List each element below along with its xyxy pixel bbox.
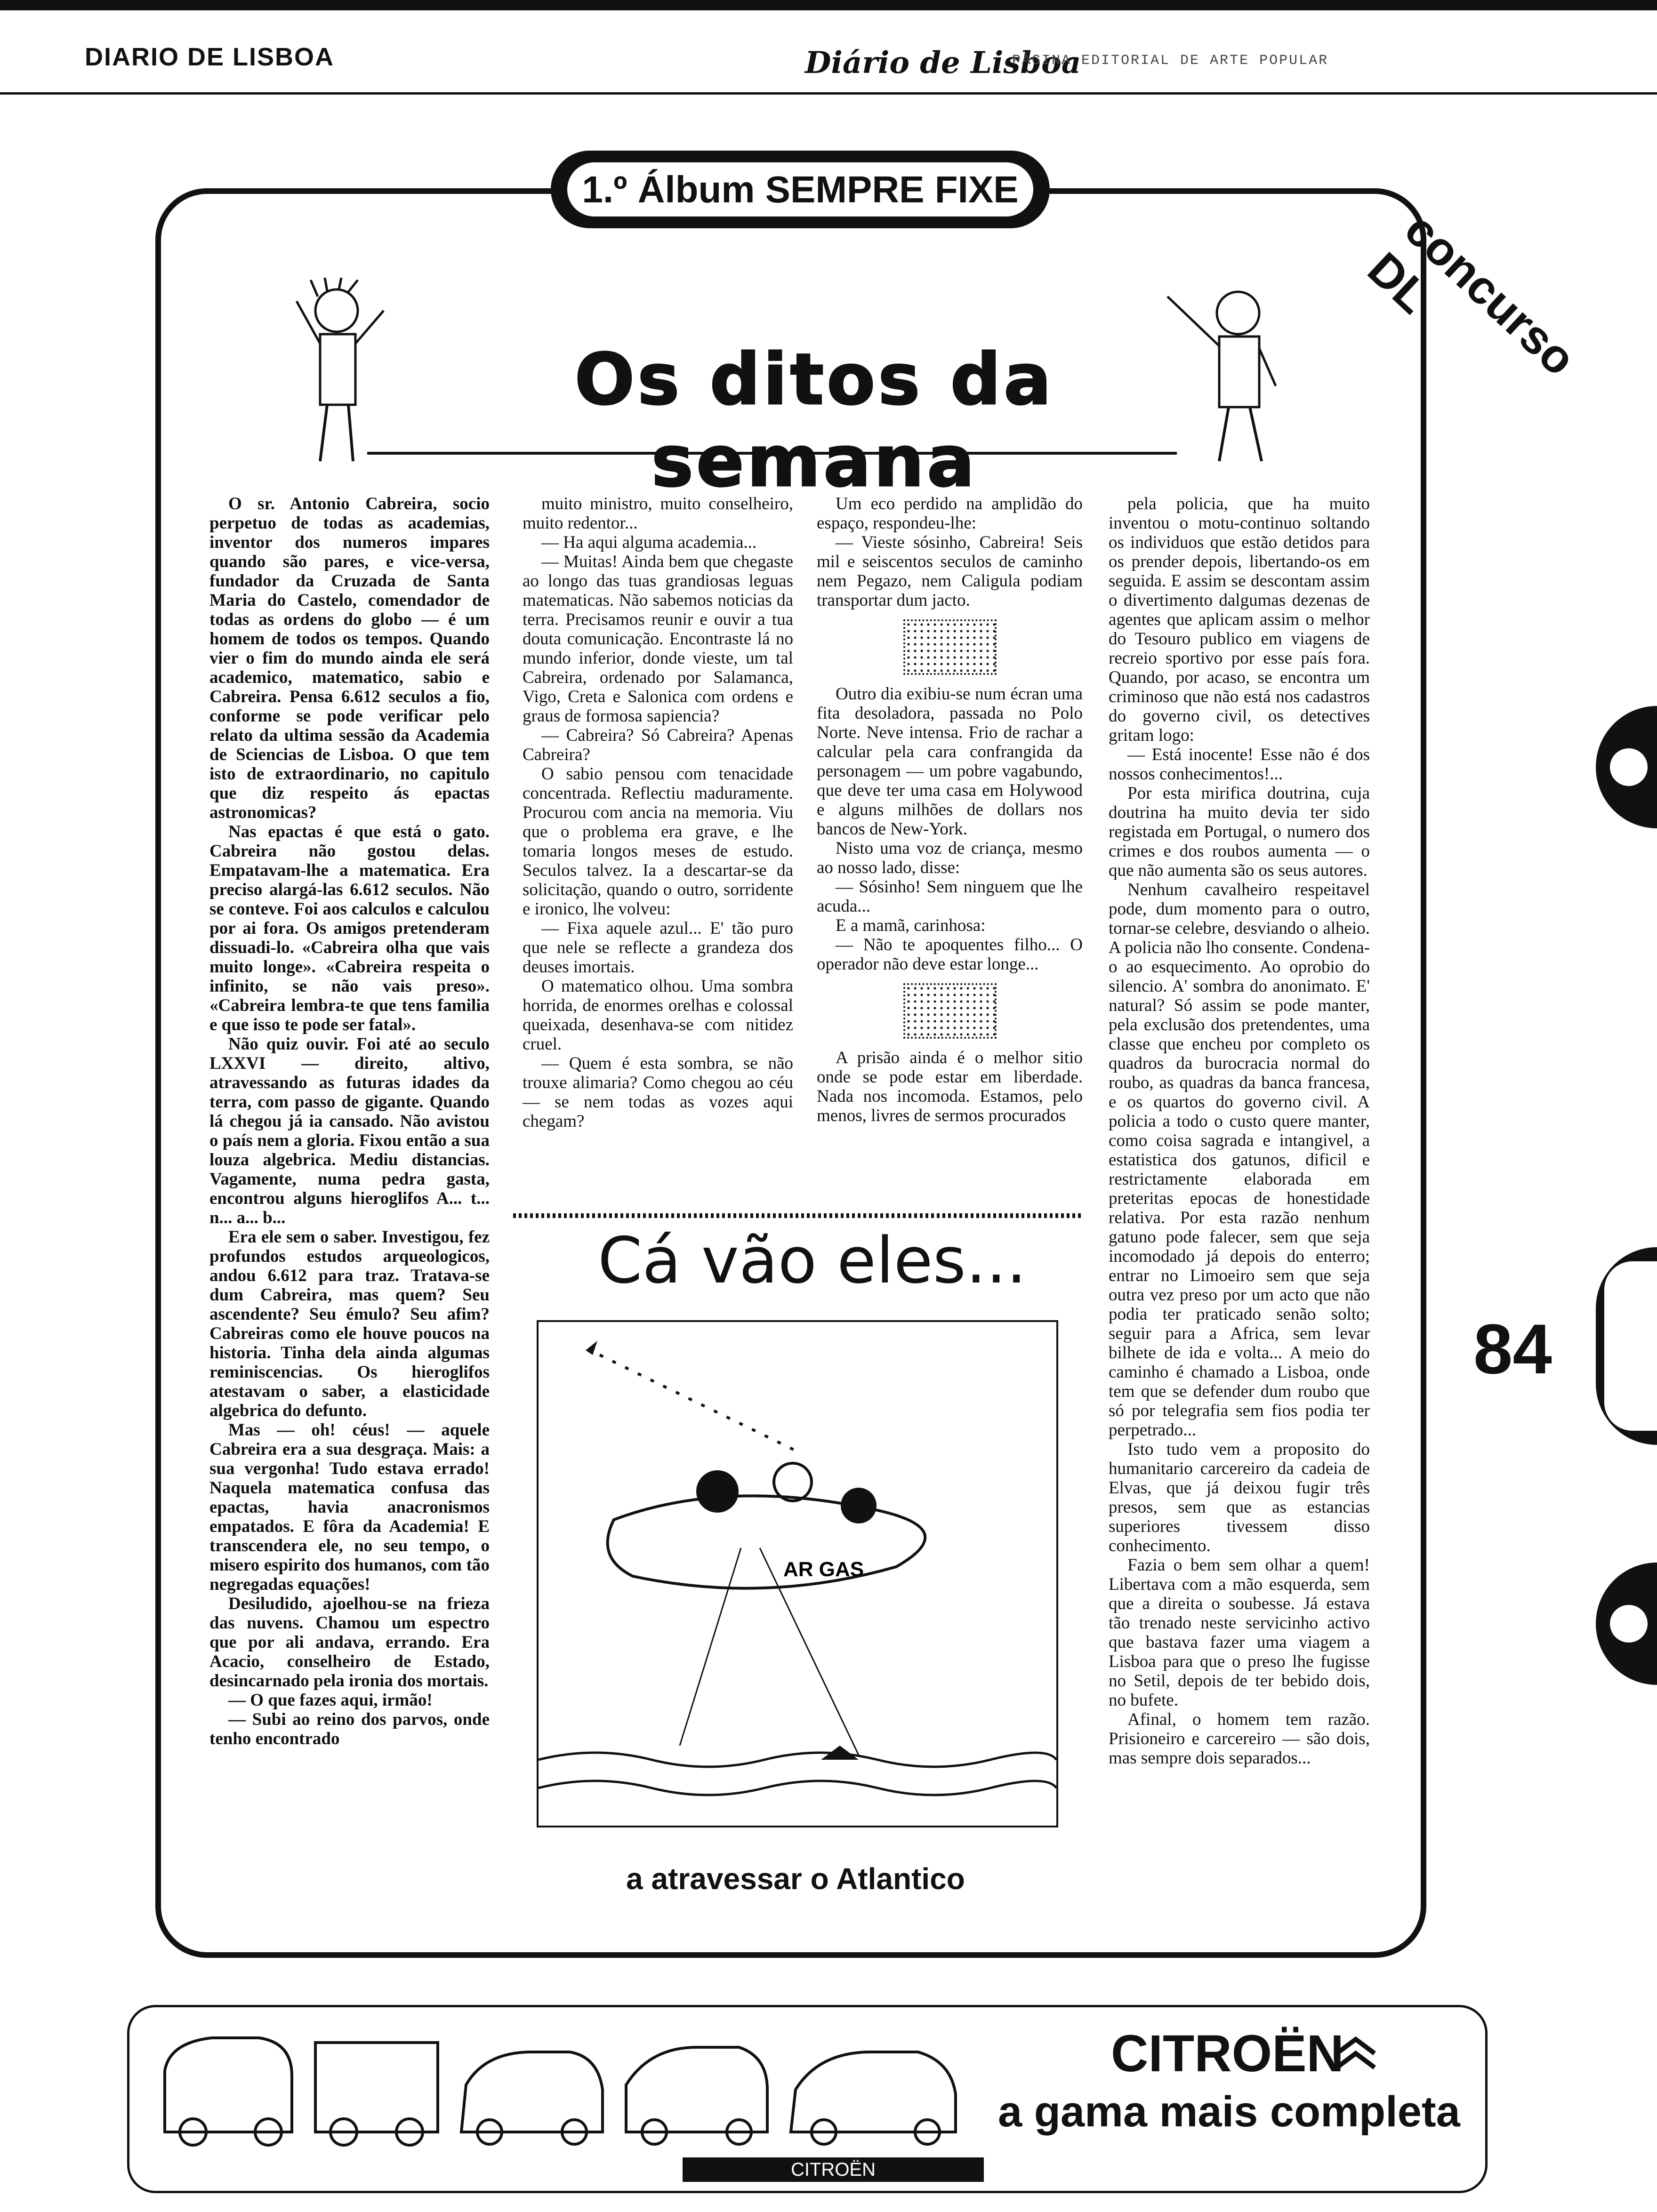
side-tab-1 bbox=[1596, 706, 1657, 828]
paragraph: Não quiz ouvir. Foi até ao seculo LXXVI — direito, altivo, atravessando as futuras idades da terra, com passo de gigante. Quando lá chegou já ia cansado. Não avistou o país nem a gloria. Fixou então a sua louza algebrica. Mediu distancias. Vagamente, numa pedra gasta, encontrou alguns hieroglifos A... t... n... a... b... bbox=[209, 1034, 490, 1227]
tab-hole-3 bbox=[1610, 1605, 1648, 1643]
side-tab-3 bbox=[1596, 1563, 1657, 1685]
plane-label: AR GAS bbox=[783, 1558, 864, 1581]
paragraph: — Está inocente! Esse não é dos nossos conhecimentos!... bbox=[1109, 745, 1370, 784]
header-left-title: DIARIO DE LISBOA bbox=[85, 43, 335, 71]
paragraph: Fazia o bem sem olhar a quem! Libertava com a mão esquerda, sem que a direita o soubesse. Já estava tão trenado neste servicinho activo que bastava fazer uma viagem a Lisboa para que o preso lhe fugisse no Setil, depois de ter bebido dois, no bufete. bbox=[1109, 1555, 1370, 1710]
star-icon bbox=[586, 1341, 597, 1355]
masthead: Diário de Lisboa bbox=[805, 45, 1081, 80]
article-column-3 bbox=[817, 494, 1083, 1125]
paragraph: Por esta mirifica doutrina, cuja doutrina ha muito devia ter sido registada em Portugal, o numero dos crimes e dos roubos aumenta — o que não aumenta são os seus autores. bbox=[1109, 784, 1370, 880]
page-number: 84 bbox=[1473, 1309, 1552, 1388]
paragraph: — O que fazes aqui, irmão! bbox=[228, 1691, 433, 1710]
paragraph: — Muitas! Ainda bem que chegaste ao longo das tuas grandiosas leguas matematicas. Não sabemos noticias da terra. Precisamos reunir e ouvir a tua douta comunicação. Encontraste lá no mundo inferior, donde vieste, um tal Cabreira, ordenado por Salamanca, Vigo, Creta e Salonica com ordens e graus de formosa sapiencia? bbox=[523, 552, 793, 726]
paragraph: — Ha aqui alguma academia... bbox=[541, 533, 757, 552]
pilot-figure bbox=[841, 1488, 877, 1523]
header-rule bbox=[0, 92, 1657, 95]
paragraph: muito ministro, muito conselheiro, muito redentor... bbox=[523, 494, 793, 533]
paragraph: pela policia, que ha muito inventou o motu-continuo soltando os individuos que estão detidos para os prender depois, libertando-os em seguida. E assim se descontam assim o divertimento dalgumas dezenas de agentes que aplicam assim o melhor do Tesouro publico em viagens de recreio sportivo por esse país fora. Quando, por acaso, se encontra um criminoso que não está nos cadastros do governo civil, os detectives gritam logo: bbox=[1109, 494, 1370, 745]
paragraph: Um eco perdido na amplidão do espaço, respondeu-lhe: bbox=[817, 494, 1083, 533]
paragraph: Mas — oh! céus! — aquele Cabreira era a sua desgraça. Mais: a sua vergonha! Tudo estava errado! Naquela matematica confusa das epactas, havia anacronismos empatados. E fôra da Academia! E transcendera ele, no seu tempo, o misero espirito dos humanos, com tão negregadas equações! bbox=[209, 1420, 490, 1594]
paragraph: Isto tudo vem a proposito do humanitario carcereiro da cadeia de Elvas, que já deixou fugir três presos, sem que as estancias superiores tivessem disso conhecimento. bbox=[1109, 1440, 1370, 1555]
cartoon-drawing bbox=[539, 1322, 1056, 1826]
paragraph: Afinal, o homem tem razão. Prisioneiro e carcereiro — são dois, mas sempre dois separados... bbox=[1109, 1710, 1370, 1768]
pilot-figure bbox=[774, 1463, 812, 1501]
paragraph: Outro dia exibiu-se num écran uma fita desoladora, passada no Polo Norte. Neve intensa. Frio de rachar a calcular pela cara confrangida da personagem — um pobre vagabundo, que deve ter uma casa em Holywood e alguns milhões de dollars nos bancos de New-York. bbox=[817, 684, 1083, 839]
car-icon bbox=[165, 2038, 292, 2132]
article-column-1 bbox=[209, 494, 490, 1748]
cartoon-title: Cá vão eles... bbox=[598, 1224, 1027, 1298]
ornament-divider bbox=[903, 619, 997, 675]
header-subtitle: PÁGINA EDITORIAL DE ARTE POPULAR bbox=[1012, 53, 1329, 69]
cartoon-illustration bbox=[537, 1320, 1058, 1827]
car-lineup-illustration bbox=[155, 2014, 1003, 2156]
airplane-icon bbox=[608, 1496, 925, 1588]
car-icon bbox=[626, 2047, 767, 2132]
paragraph: O matematico olhou. Uma sombra horrida, de enormes orelhas e colossal queixada, desenhava-se com nitidez cruel. bbox=[523, 977, 793, 1054]
paragraph: — Cabreira? Só Cabreira? Apenas Cabreira? bbox=[523, 726, 793, 764]
paragraph: O sabio pensou com tenacidade concentrada. Reflectiu maduramente. Procurou com ancia na memoria. Viu que o problema era grave, e lhe tomaria longos meses de estudo. Seculos talvez. Ia a descartar-se da solicitação, quando o outro, sorridente e ironico, lhe volveu: bbox=[523, 764, 793, 919]
paragraph: — Fixa aquele azul... E' tão puro que nele se reflecte a grandeza dos deuses imortais. bbox=[523, 919, 793, 977]
paragraph: Nenhum cavalheiro respeitavel pode, dum momento para o outro, tornar-se celebre, desviando o alheio. A policia não lho consente. Condena-o ao esquecimento. Ao oprobio do silencio. A' sombra do anonimato. E' natural? Só assim se pode manter, pela exclusão dos pretendentes, uma classe que encheu por completo os quadros da burocracia normal do roubo, as quadras da banca francesa, e os quartos do governo civil. A policia a todo o custo quere manter, como coisa sagrada e intangivel, a estatistica dos gatunos, dificil e restrictamente elaborada em preteritas epocas de honestidade relativa. Por esta razão nenhum gatuno pode falecer, sem que seja incomodado já depois do enterro; entrar no Limoeiro sem que seja outra vez preso por um acto que não podia ter praticado senão solto; seguir para a Africa, sem levar bilhete de ida e volta... A meio do caminho é chamado a Lisboa, onde tem que se defender dum roubo que só por telegrafia sem fios podia ter perpetrado... bbox=[1109, 880, 1370, 1440]
section-divider bbox=[513, 1213, 1083, 1218]
pilot-figure bbox=[696, 1470, 739, 1513]
car-icon bbox=[315, 2043, 438, 2132]
album-badge-label: 1.º Álbum SEMPRE FIXE bbox=[567, 162, 1033, 216]
tab-window bbox=[1604, 1261, 1657, 1431]
ad-footer: CITROËN bbox=[683, 2157, 984, 2182]
paragraph: — Sósinho! Sem ninguem que lhe acuda... bbox=[817, 877, 1083, 916]
article-column-4 bbox=[1109, 494, 1370, 1768]
paragraph: E a mamã, carinhosa: bbox=[836, 916, 986, 935]
paragraph: Era ele sem o saber. Investigou, fez profundos estudos arqueologicos, andou 6.612 para traz. Tratava-se dum Cabreira, mas quem? Seu ascendente? Seu émulo? Seu afim? Cabreiras como ele houve poucos na historia. Tinha dela ainda algumas reminiscencias. Os hieroglifos atestavam o saber, a elasticidade algebrica do defunto. bbox=[209, 1227, 490, 1420]
top-rule bbox=[0, 0, 1657, 10]
chevron-logo-icon bbox=[1335, 2032, 1377, 2070]
paragraph: — Não te apoquentes filho... O operador não deve estar longe... bbox=[817, 935, 1083, 974]
paragraph: O sr. Antonio Cabreira, socio perpetuo de todas as academias, inventor dos numeros impares quando são pares, e vice-versa, fundador da Cruzada de Santa Maria do Castelo, comendador de todas as ordens do globo — é um homem de todos os tempos. Quando vier o fim do mundo ainda ele será academico, matematico, sabio e Cabreira. Pensa 6.612 seculos a fio, conforme se pode verificar pelo relato da ultima sessão da Academia de Sciencias de Lisboa. O que tem isto de extraordinario, no capitulo que diz respeito ás epactas astronomicas? bbox=[209, 494, 490, 822]
article-column-2 bbox=[523, 494, 793, 1131]
paragraph: — Subi ao reino dos parvos, onde tenho encontrado bbox=[209, 1710, 490, 1748]
tab-hole-1 bbox=[1610, 748, 1648, 786]
car-icon bbox=[461, 2052, 603, 2132]
headline: Os ditos da semana bbox=[574, 339, 1054, 503]
ad-brand: CITROËN bbox=[1111, 2025, 1344, 2083]
paragraph: Desiludido, ajoelhou-se na frieza das nuvens. Chamou um espectro que por ali andava, errando. Era Acacio, conselheiro de Estado, desincarnado pela ironia dos mortais. bbox=[209, 1594, 490, 1691]
side-tab-2 bbox=[1596, 1247, 1657, 1445]
paragraph: Nisto uma voz de criança, mesmo ao nosso lado, disse: bbox=[817, 839, 1083, 877]
paragraph: A prisão ainda é o melhor sitio onde se pode estar em liberdade. Nada nos incomoda. Estamos, pelo menos, livres de sermos procurados bbox=[817, 1048, 1083, 1125]
paragraph: — Quem é esta sombra, se não trouxe alimaria? Como chegou ao céu — se nem todas as vozes aqui chegam? bbox=[523, 1054, 793, 1131]
paragraph: — Vieste sósinho, Cabreira! Seis mil e seiscentos seculos de caminho nem Pegazo, nem Caligula podiam transportar dum jacto. bbox=[817, 533, 1083, 610]
caricature-left bbox=[292, 278, 386, 471]
paragraph: Nas epactas é que está o gato. Cabreira não gostou delas. Empatavam-lhe a matematica. Era preciso alargá-las 6.612 seculos. Não se conteve. Foi aos calculos e calculou por ai fora. Os amigos pretenderam dissuadi-lo. «Cabreira olha que vais muito longe». «Cabreira respeita o infinito, se não vais preso». «Cabreira lembra-te que tens familia e que isso te pode ser fatal». bbox=[209, 822, 490, 1034]
cartoon-caption: a atravessar o Atlantico bbox=[626, 1862, 965, 1896]
ornament-divider bbox=[903, 983, 997, 1039]
ad-tagline: a gama mais completa bbox=[998, 2088, 1460, 2136]
concurso-label: concurso DL bbox=[1358, 202, 1586, 386]
